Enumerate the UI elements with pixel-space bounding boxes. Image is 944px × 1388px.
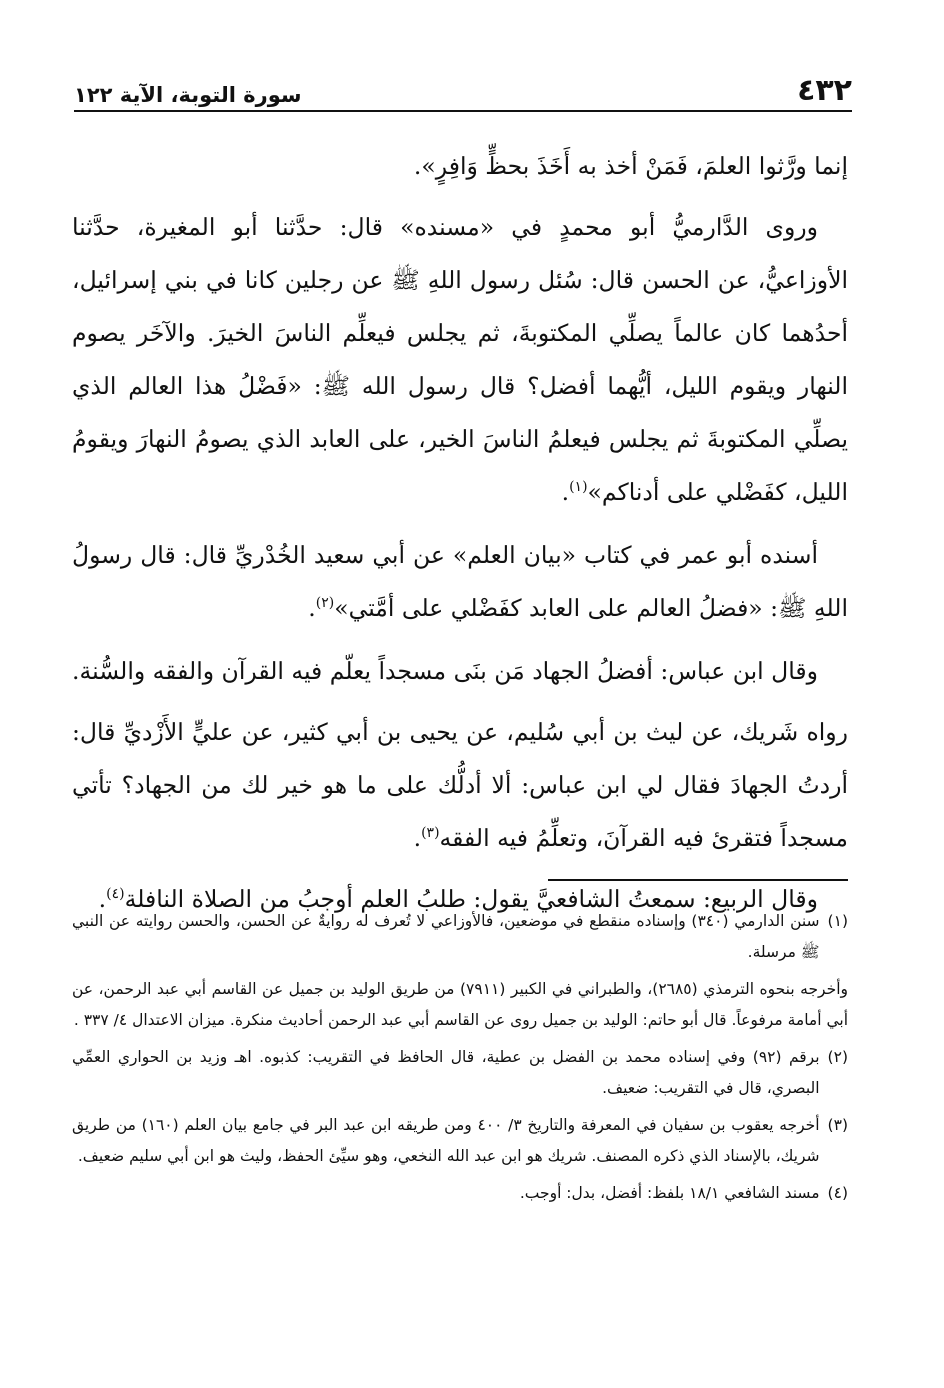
main-text bbox=[72, 140, 848, 936]
footnote-1-mark: (١) bbox=[827, 912, 848, 930]
paragraph-5-text: رواه شَريك، عن ليث بن أبي سُليم، عن يحيى بن أبي كثير، عن عليٍّ الأَزْديِّ قال: أردتُ الجهادَ فقال لي ابن عباس: ألا أدلُّك على ما هو خير لك من الجهاد؟ تأتي مسجداً فتقرئ فيه القرآنَ، وتعلِّمُ فيه الفقه bbox=[72, 718, 848, 852]
paragraph-6-end: . bbox=[98, 885, 107, 913]
paragraph-5-end: . bbox=[413, 824, 422, 852]
footnote-4-text: مسند الشافعي ١٨/١ بلفظ: أفضل، بدل: أوجب. bbox=[519, 1184, 820, 1202]
paragraph-5 bbox=[72, 706, 848, 865]
footnote-1-continued: وأخرجه بنحوه الترمذي (٢٦٨٥)، والطبراني في الكبير (٧٩١١) من طريق الوليد بن جميل عن القاسم أبي عبد الرحمن، عن أبي أمامة مرفوعاً. قال أبو حاتم: الوليد بن جميل روى عن القاسم أبي عبد الرحمن أحاديث منكرة. ميزان الاعتدال ٤/ ٣٣٧ . bbox=[72, 980, 848, 1029]
footnotes bbox=[72, 906, 848, 1215]
footnote-3-text: أخرجه يعقوب بن سفيان في المعرفة والتاريخ ٣/ ٤٠٠ ومن طريقه ابن عبد البر في جامع بيان العلم (١٦٠) من طريق شريك، بالإسناد الذي ذكره المصنف. شريك هو ابن عبد الله النخعي، وهو سيِّئ الحفظ، وليث هو ابن أبي سليم ضعيف. bbox=[72, 1116, 820, 1165]
paragraph-2-text: وروى الدَّارميُّ أبو محمدٍ في «مسنده» قال: حدَّثنا أبو المغيرة، حدَّثنا الأوزاعيُّ، عن الحسن قال: سُئل رسول اللهِ ﷺ عن رجلين كانا في بني إسرائيل، أحدُهما كان عالماً يصلِّي المكتوبةَ، ثم يجلس فيعلِّم الناسَ الخيرَ. والآخَر يصوم النهار ويقوم الليل، أيُّهما أفضل؟ قال رسول الله ﷺ: «فَضْلُ هذا العالم الذي يصلِّي المكتوبةَ ثم يجلس فيعلمُ الناسَ الخير، على العابد الذي يصومُ النهارَ ويقومُ الليل، كفَضْلي على أدناكم» bbox=[72, 213, 848, 506]
footnote-ref-2[interactable]: (٢) bbox=[315, 595, 335, 612]
paragraph-3-text: أسنده أبو عمر في كتاب «بيان العلم» عن أبي سعيد الخُدْريِّ قال: قال رسولُ اللهِ ﷺ: «فضلُ العالم على العابد كفَضْلي على أمَّتي» bbox=[72, 541, 848, 622]
running-title: سورة التوبة، الآية ١٢٢ bbox=[74, 83, 302, 107]
paragraph-1: إنما ورَّثوا العلمَ، فَمَنْ أخذ به أَخَذَ بحظٍّ وَافِرٍ». bbox=[413, 152, 848, 180]
footnote-1-text: سنن الدارمي (٣٤٠) وإسناده منقطع في موضعين، فالأوزاعي لا تُعرف له روايةٌ عن الحسن، والحسن روايته عن النبي ﷺ مرسلة. bbox=[72, 912, 820, 961]
paragraph-2-end: . bbox=[561, 478, 570, 506]
footnote-ref-4[interactable]: (٤) bbox=[106, 886, 125, 903]
footnote-4 bbox=[72, 1178, 848, 1209]
footnote-ref-3[interactable]: (٣) bbox=[421, 825, 440, 842]
footnote-2-mark: (٢) bbox=[827, 1048, 848, 1066]
paragraph-2 bbox=[72, 201, 848, 519]
footnote-ref-1[interactable]: (١) bbox=[569, 479, 588, 496]
page-header bbox=[74, 62, 852, 112]
paragraph-3 bbox=[72, 529, 848, 635]
footnote-1 bbox=[72, 906, 848, 968]
footnote-separator bbox=[548, 879, 848, 881]
footnote-3-mark: (٣) bbox=[827, 1116, 848, 1134]
footnote-2 bbox=[72, 1042, 848, 1104]
footnote-2-text: برقم (٩٢) وفي إسناده محمد بن الفضل بن عطية، قال الحافظ في التقريب: كذبوه. اهـ وزيد بن الحواري العمِّي البصري، قال في التقريب: ضعيف. bbox=[72, 1048, 820, 1097]
footnote-3 bbox=[72, 1110, 848, 1172]
paragraph-6-text: وقال الربيع: سمعتُ الشافعيَّ يقول: طلبُ العلم أوجبُ من الصلاة النافلة bbox=[124, 885, 818, 913]
paragraph-3-end: . bbox=[308, 594, 316, 622]
footnote-4-mark: (٤) bbox=[827, 1184, 848, 1202]
page-number: ٤٣٢ bbox=[797, 73, 852, 108]
paragraph-4: وقال ابن عباس: أفضلُ الجهاد مَن بنَى مسجداً يعلّم فيه القرآن والفقه والسُّنة. bbox=[72, 657, 818, 685]
